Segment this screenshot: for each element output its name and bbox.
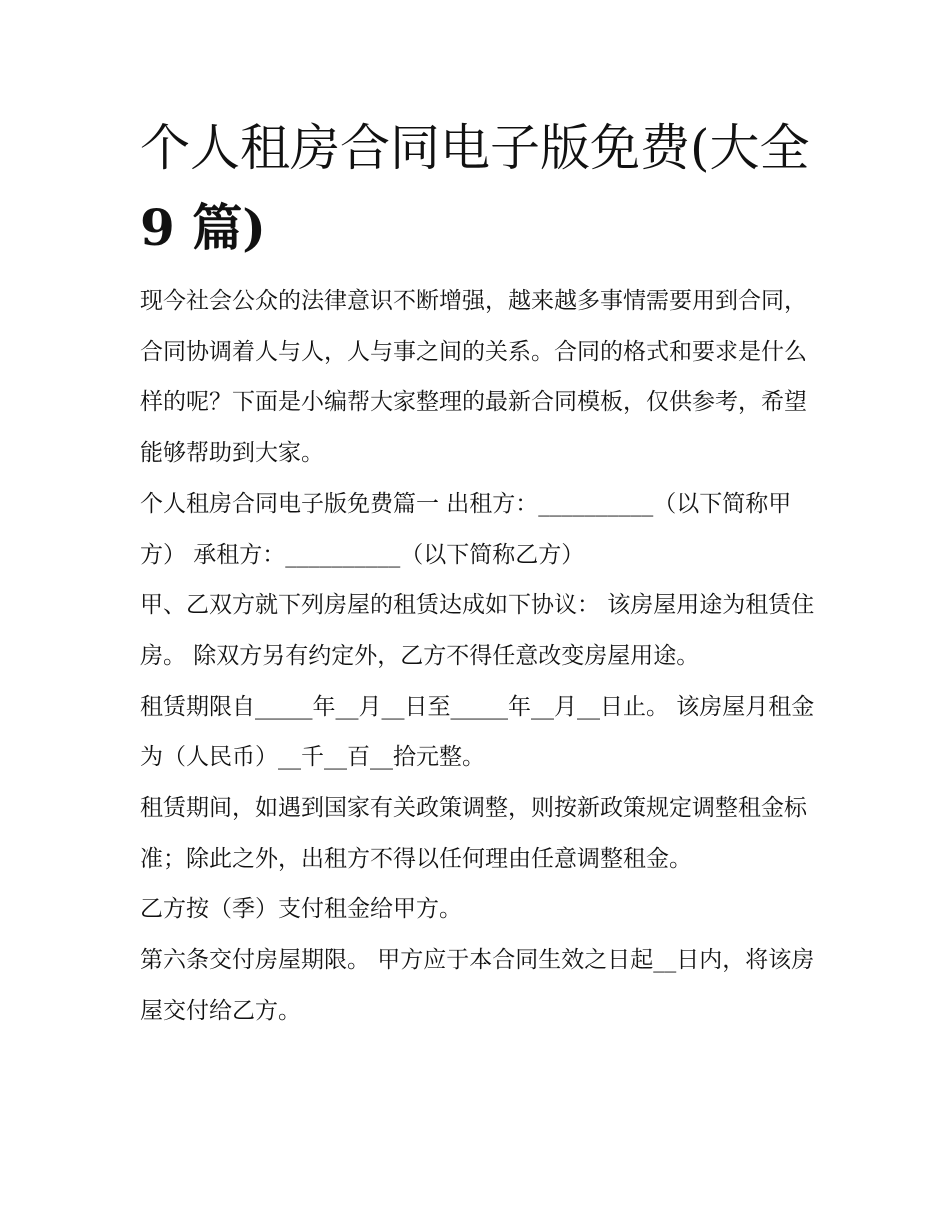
usage-paragraph: 甲、乙双方就下列房屋的租赁达成如下协议： 该房屋用途为租赁住房。 除双方另有约定外，乙方不得任意改变房屋用途。 <box>140 592 815 669</box>
document-title-line1: 个人租房合同电子版免费(大全 <box>140 119 810 177</box>
intro-paragraph: 现今社会公众的法律意识不断增强，越来越多事情需要用到合同，合同协调着人与人，人与事之间的关系。合同的格式和要求是什么样的呢？下面是小编帮大家整理的最新合同模板，仅供参考，希望能够帮助到大家。 <box>140 288 807 467</box>
document-title <box>140 108 830 268</box>
term-rent-paragraph: 租赁期限自_____年__月__日至_____年__月__日止。 该房屋月租金为（人民币）__千__百__拾元整。 <box>140 693 815 771</box>
document-title-line2: 9 篇) <box>140 198 266 257</box>
parties-paragraph: 个人租房合同电子版免费篇一 出租方：__________（以下简称甲方） 承租方：__________（以下简称乙方） <box>140 490 792 568</box>
document-body <box>140 276 815 1037</box>
delivery-paragraph: 第六条交付房屋期限。 甲方应于本合同生效之日起__日内，将该房屋交付给乙方。 <box>140 947 815 1024</box>
payment-paragraph: 乙方按（季）支付租金给甲方。 <box>140 896 462 923</box>
rent-adjustment-paragraph: 租赁期间，如遇到国家有关政策调整，则按新政策规定调整租金标准；除此之外，出租方不得以任何理由任意调整租金。 <box>140 795 807 872</box>
